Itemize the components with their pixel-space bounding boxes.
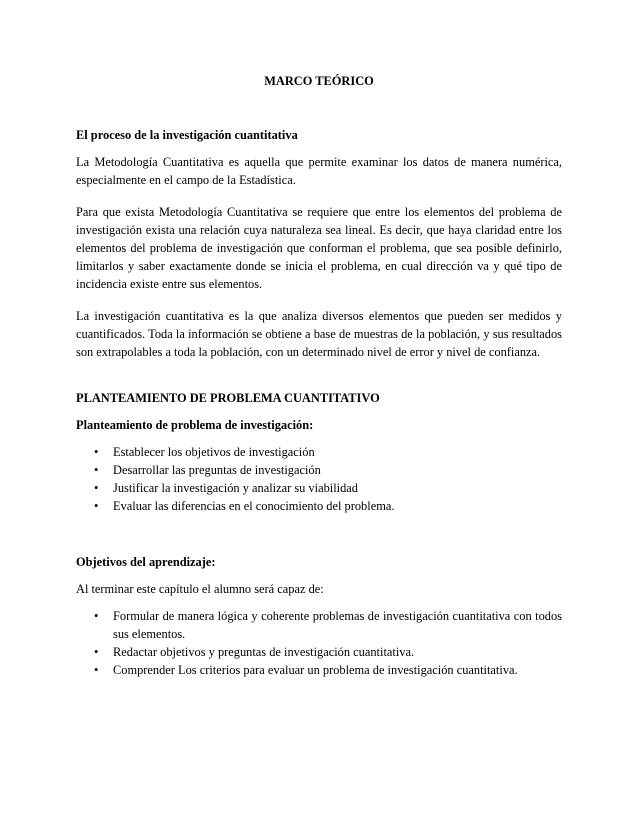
list-item [76,607,562,643]
objetivos-intro: Al terminar este capítulo el alumno será capaz de: [76,582,324,596]
list-item [76,497,562,515]
list-item-text: Redactar objetivos y preguntas de investigación cuantitativa. [113,645,415,659]
section-heading-proceso: El proceso de la investigación cuantitativa [76,128,298,142]
subheading-planteamiento-problema: Planteamiento de problema de investigación: [76,418,314,432]
list-item [76,479,562,497]
bullet-icon: • [94,481,99,495]
list-item-text: Establecer los objetivos de investigación [113,445,315,459]
bullet-icon: • [94,445,99,459]
paragraph-3: La investigación cuantitativa es la que analiza diversos elementos que pueden ser medidos y cuantificados. Toda la información se obtiene a base de muestras de la población, y sus resultados son extrapolables a toda la población, con un determinado nivel de error y nivel de confianza. [76,309,562,359]
bullet-icon: • [94,609,99,623]
paragraph-1: La Metodología Cuantitativa es aquella que permite examinar los datos de manera numérica, especialmente en el campo de la Estadística. [76,155,562,187]
bullet-icon: • [94,463,99,477]
list-item-text: Justificar la investigación y analizar su viabilidad [113,481,358,495]
list-item [76,661,562,679]
list-item-text: Formular de manera lógica y coherente problemas de investigación cuantitativa con todos sus elementos. [113,609,562,641]
paragraph-2: Para que exista Metodología Cuantitativa se requiere que entre los elementos del problema de investigación exista una relación cuya naturaleza sea lineal. Es decir, que haya claridad entre los elementos del problema de investigación que conforman el problema, que sea posible definirlo, limitarlos y saber exactamente donde se inicia el problema, en cual dirección va y qué tipo de incidencia existe entre sus elementos. [76,205,562,291]
list-item [76,461,562,479]
list-item-text: Desarrollar las preguntas de investigación [113,463,321,477]
list-item [76,443,562,461]
list-item [76,643,562,661]
section-heading-planteamiento: PLANTEAMIENTO DE PROBLEMA CUANTITATIVO [76,391,380,405]
bullet-icon: • [94,663,99,677]
bullet-list-planteamiento [76,443,562,515]
bullet-icon: • [94,499,99,513]
list-item-text: Evaluar las diferencias en el conocimiento del problema. [113,499,395,513]
document-page [76,72,562,693]
list-item-text: Comprender Los criterios para evaluar un problema de investigación cuantitativa. [113,663,518,677]
bullet-icon: • [94,645,99,659]
document-title: MARCO TEÓRICO [264,74,374,88]
bullet-list-objetivos [76,607,562,679]
section-heading-objetivos: Objetivos del aprendizaje: [76,555,216,569]
